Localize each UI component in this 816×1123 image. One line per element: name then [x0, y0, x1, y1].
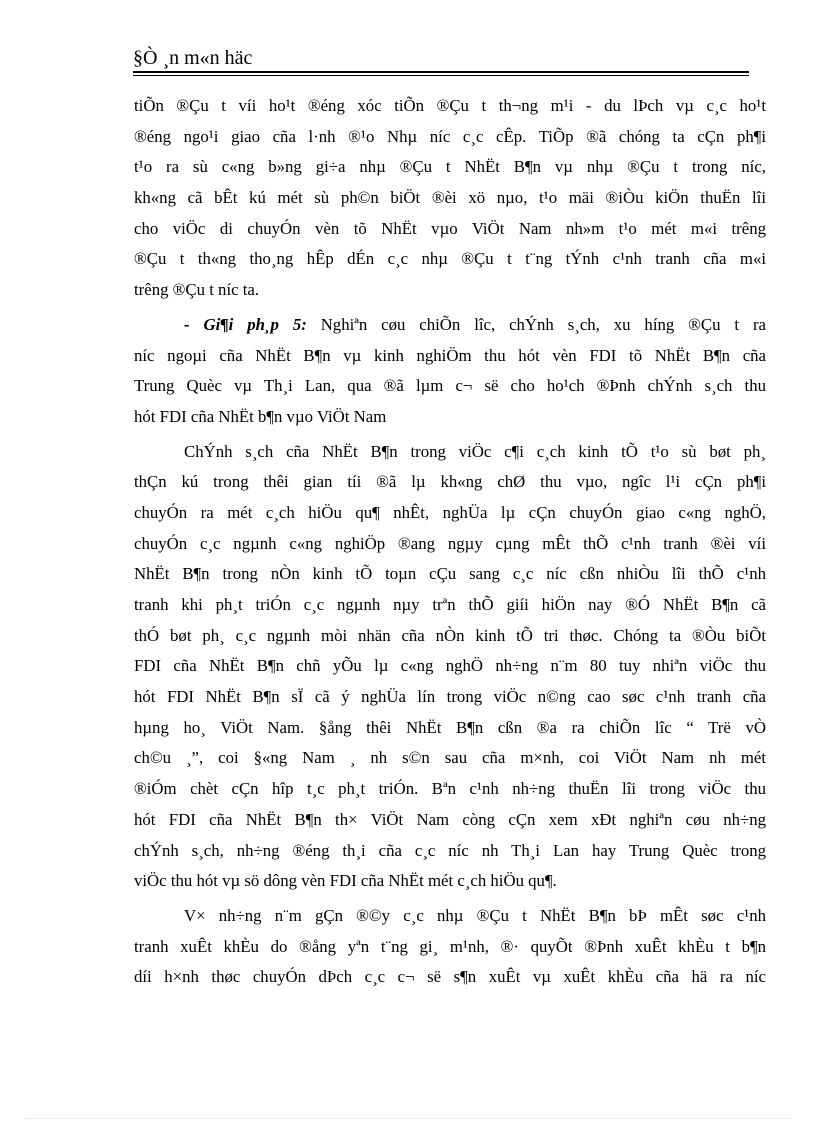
solution-label: - Gi¶i ph¸p 5:	[184, 314, 307, 334]
text-line: trêng ®Çu t níc ta.	[134, 280, 260, 300]
text-line: níc ngoµi cña NhËt B¶n vµ kinh nghiÖm thu hót vèn FDI tõ NhËt B¶n cña	[134, 345, 766, 365]
text-line: chÝnh s¸ch, nh÷ng ®éng th¸i cña c¸c níc nh Th¸i Lan hay Trung Quèc trong	[134, 840, 766, 860]
paragraph-solution-5	[134, 310, 766, 433]
text-line-content: Nghiªn cøu chiÕn lîc, chÝnh s¸ch, xu híng ®Çu t ra	[306, 314, 766, 334]
text-line: hót FDI cña NhËt B¶n th× ViÖt Nam còng cÇn xem xÐt nghiªn cøu nh÷ng	[134, 809, 766, 829]
text-line: ®Çu t th«ng tho¸ng hÊp dÉn c¸c nhµ ®Çu t t¨ng tÝnh c¹nh tranh cña m«i	[134, 249, 766, 269]
text-line: FDI cña NhËt B¶n chñ yÕu lµ c«ng nghÖ nh÷ng n¨m 80 tuy nhiªn viÖc thu	[134, 656, 766, 676]
text-line: t¹o ra sù c«ng b»ng gi÷a nhµ ®Çu t NhËt B¶n vµ nhµ ®Çu t trong níc,	[134, 157, 766, 177]
text-line: ch©u ¸”, coi §«ng Nam ¸ nh s©n sau cña m×nh, coi ViÖt Nam nh mét	[134, 748, 766, 768]
page-bottom-border	[24, 1118, 792, 1119]
text-line: tiÕn ®Çu t víi ho¹t ®éng xóc tiÕn ®Çu t th¬ng m¹i - du lÞch vµ c¸c ho¹t	[134, 96, 766, 115]
text-line: ®éng ngo¹i giao cña l·nh ®¹o Nhµ níc c¸c cÊp. TiÕp ®ã chóng ta cÇn ph¶i	[134, 126, 766, 146]
paragraph-1	[134, 91, 766, 306]
text-line: chuyÓn c¸c ngµnh c«ng nghiÖp ®ang ngµy cµng mÊt thÕ c¹nh tranh ®èi víi	[134, 533, 766, 553]
header-rule-thin	[133, 75, 749, 76]
text-line: tranh khi ph¸t triÓn c¸c ngµnh nµy trªn thÕ giíi hiÖn nay ®Ó NhËt B¶n cã	[134, 595, 766, 614]
text-line: hót FDI cña NhËt b¶n vµo ViÖt Nam	[134, 406, 387, 426]
text-line: tranh xuÊt khÈu do ®ång yªn t¨ng gi¸ m¹nh, ®· quyÕt ®Þnh xuÊt khÈu t b¶n	[134, 936, 766, 956]
text-line: hót FDI NhËt B¶n sÏ cã ý nghÜa lín trong viÖc n©ng cao søc c¹nh tranh cña	[134, 687, 766, 707]
header-rule-thick	[133, 71, 749, 73]
text-line: thÇn kú trong thêi gian tíi ®ã lµ kh«ng chØ thu vµo, ngîc l¹i cÇn ph¶i	[134, 472, 766, 492]
text-line: kh«ng cã bÊt kú mét sù ph©n biÖt ®èi xö nµo, t¹o mäi ®iÒu kiÖn thuËn lîi	[134, 188, 766, 208]
document-body	[134, 91, 766, 993]
text-line: hµng ho¸ ViÖt Nam. §ång thêi NhËt B¶n cßn ®a ra chiÕn lîc “ Trë vÒ	[134, 717, 766, 737]
text-line: ChÝnh s¸ch cña NhËt B¶n trong viÖc c¶i c¸ch kinh tÕ t¹o sù bøt ph¸	[184, 441, 766, 461]
text-line: cho viÖc di chuyÓn vèn tõ NhËt vµo ViÖt Nam nh»m t¹o mét m«i trêng	[134, 218, 766, 238]
text-line	[134, 310, 766, 341]
paragraph-4	[134, 901, 766, 993]
text-line: díi h×nh thøc chuyÓn dÞch c¸c c¬ së s¶n xuÊt vµ xuÊt khÈu cña hä ra níc	[134, 967, 766, 987]
text-line: thÓ bøt ph¸ c¸c ngµnh mòi nhän cña nÒn kinh tÕ tri thøc. Chóng ta ®Òu biÕt	[134, 625, 766, 645]
paragraph-3	[134, 437, 766, 897]
text-line: V× nh÷ng n¨m gÇn ®©y c¸c nhµ ®Çu t NhËt B¶n bÞ mÊt søc c¹nh	[184, 905, 766, 925]
page-header-title: §Ò ¸n m«n häc	[133, 47, 253, 69]
text-line: ®iÓm chèt cÇn hîp t¸c ph¸t triÓn. Bªn c¹nh nh÷ng thuËn lîi trong viÖc thu	[134, 779, 766, 799]
text-line: viÖc thu hót vµ sö dông vèn FDI cña NhËt mét c¸ch hiÖu qu¶.	[134, 871, 557, 891]
text-line: Trung Quèc vµ Th¸i Lan, qua ®ã lµm c¬ së cho ho¹ch ®Þnh chÝnh s¸ch thu	[134, 376, 766, 396]
text-line: chuyÓn ra mét c¸ch hiÖu qu¶ nhÊt, nghÜa lµ cÇn chuyÓn giao c«ng nghÖ,	[134, 502, 766, 522]
text-line: NhËt B¶n trong nÒn kinh tÕ toµn cÇu sang c¸c níc cßn nhiÒu lîi thÕ c¹nh	[134, 564, 766, 584]
